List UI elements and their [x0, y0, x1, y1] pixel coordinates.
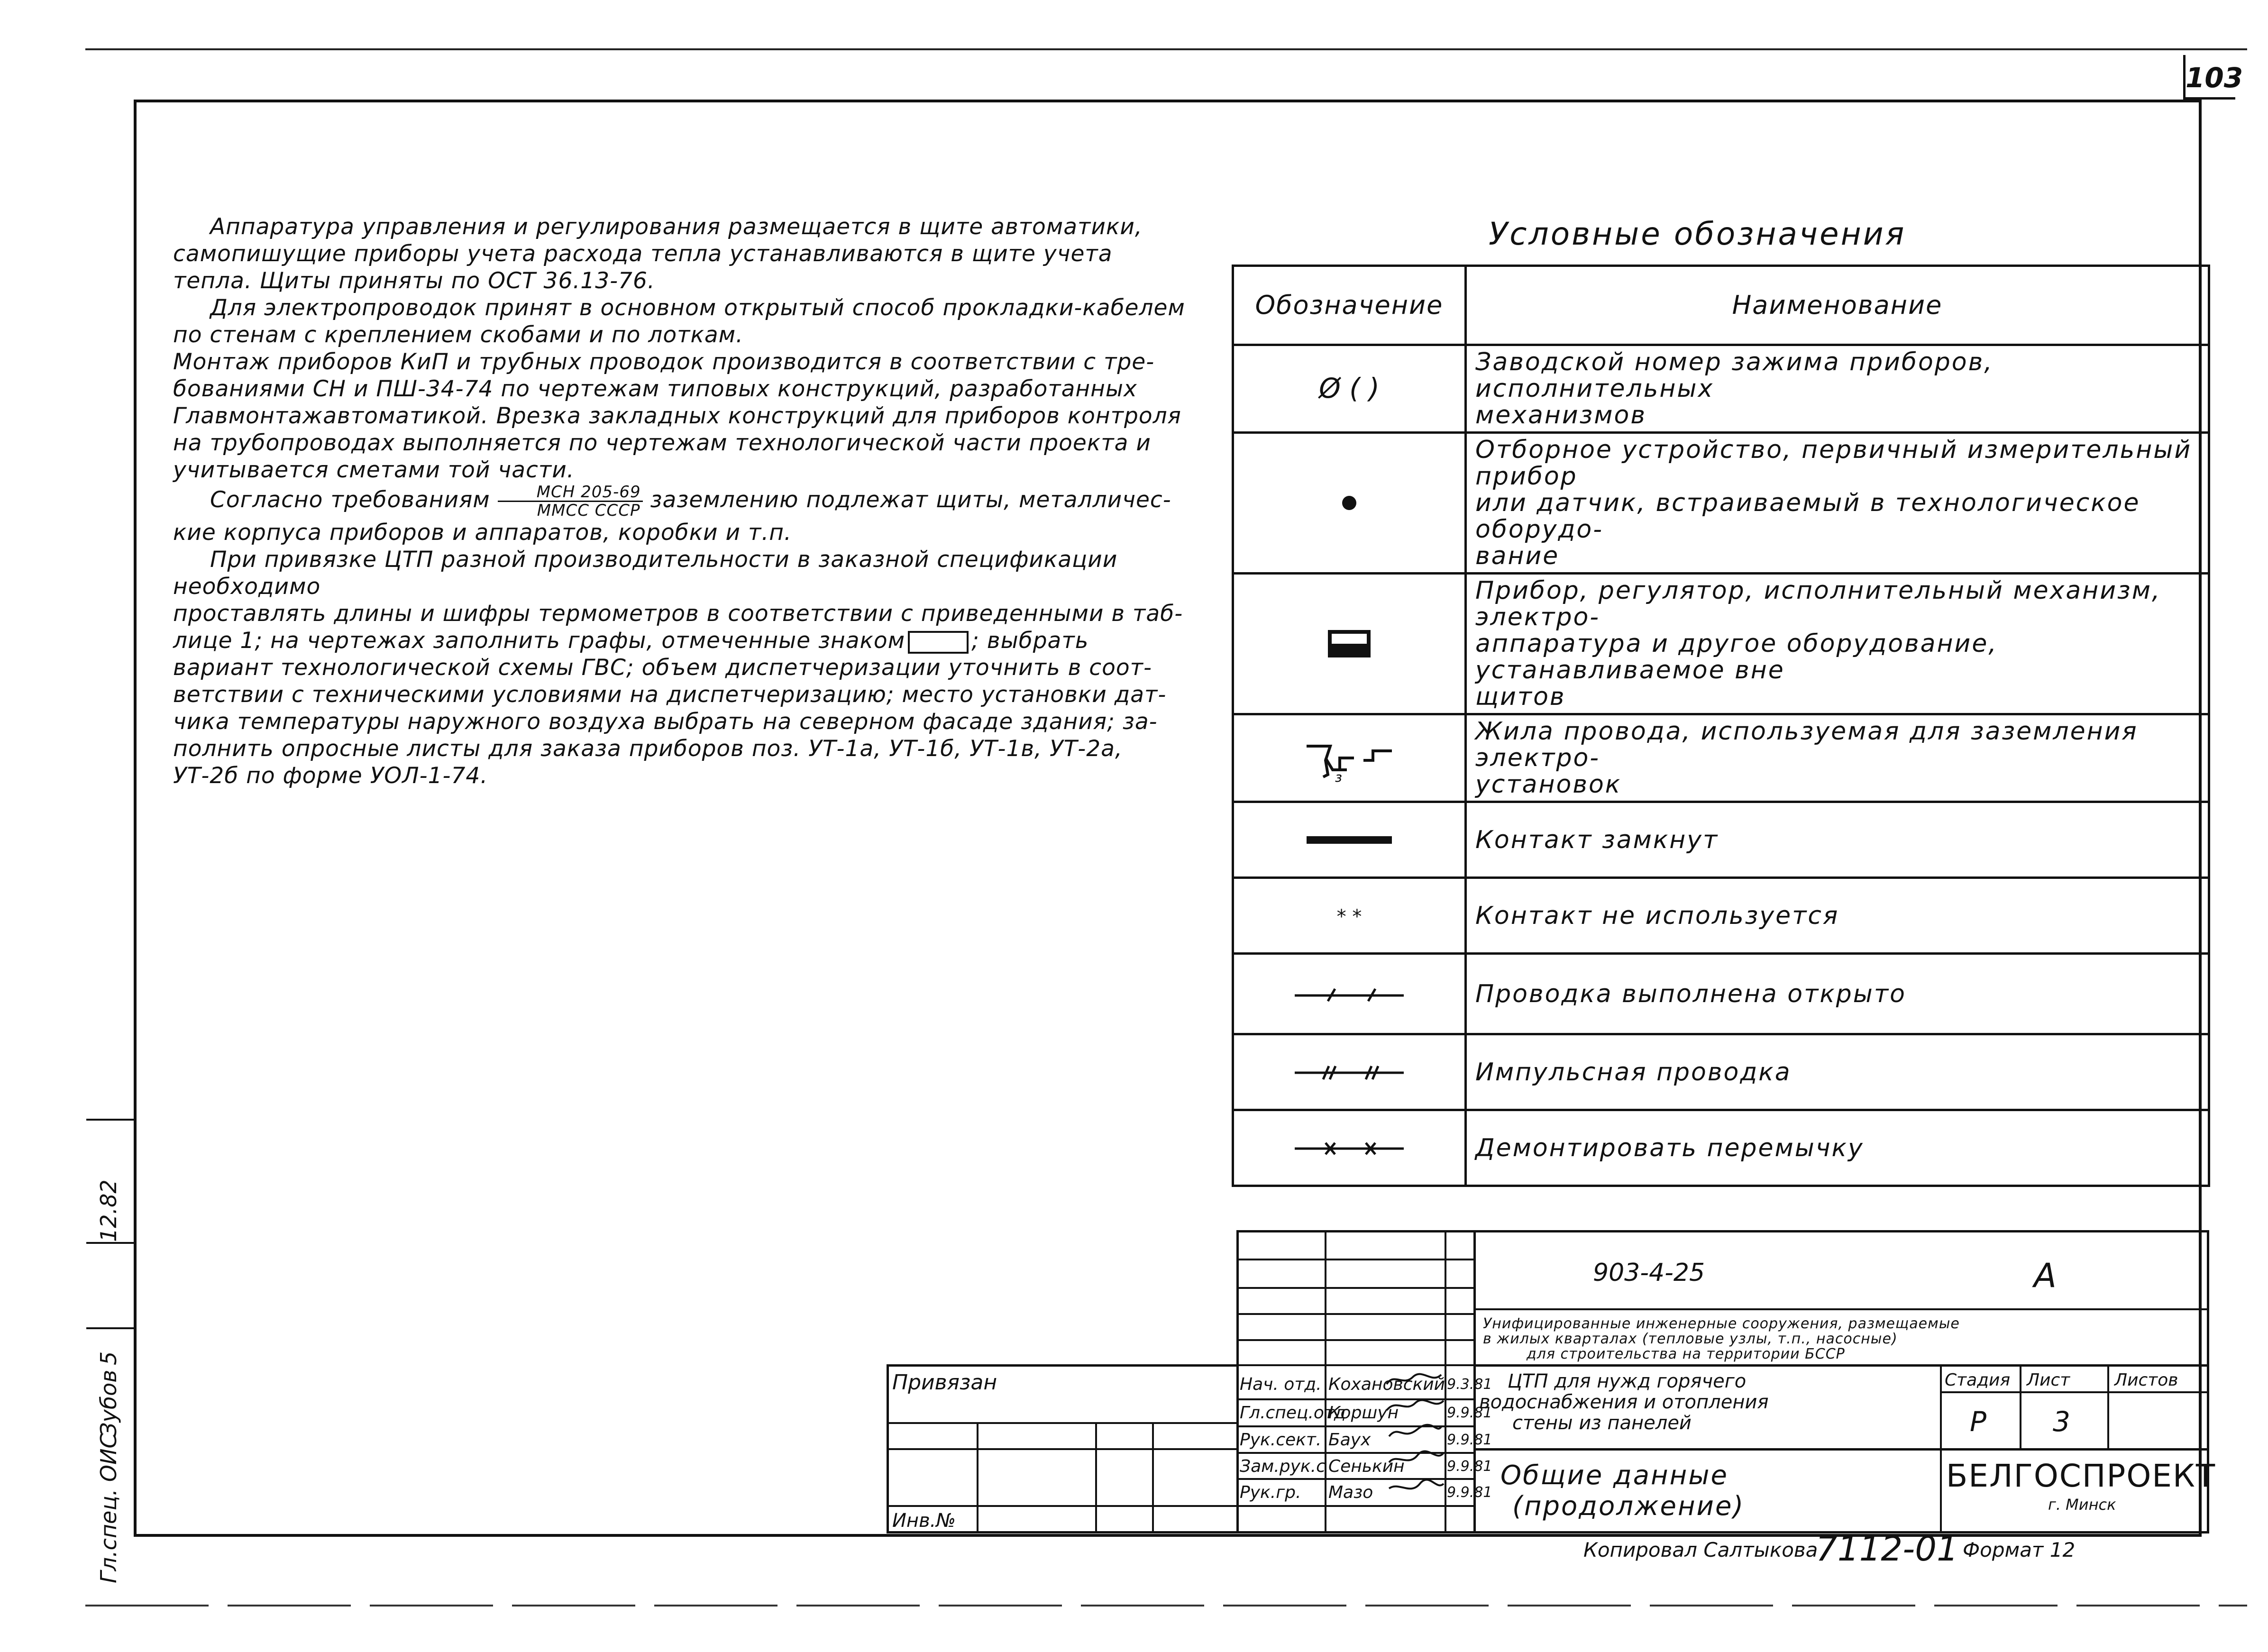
tb-line — [887, 1364, 1238, 1367]
sheet-number: 103 — [2186, 62, 2243, 94]
note-p5-l7: полнить опросные листы для заказа приборов поз. УТ-1а, УТ-1б, УТ-1в, УТ-2а, — [173, 736, 1123, 762]
privyazan-label: Привязан — [892, 1370, 997, 1395]
tb-line — [1940, 1391, 2209, 1393]
norm-fraction-numerator: МСН 205-69 — [498, 484, 643, 502]
note-p1-l2: самопишущие приборы учета расхода тепла устанавливаются в щите учета — [173, 241, 1113, 267]
bottom-border-line — [85, 1605, 2247, 1606]
legend-row — [1233, 1110, 2209, 1186]
signer-name: Баух — [1328, 1430, 1371, 1450]
project-line: водоснабжения и отопления — [1479, 1391, 1769, 1413]
tb-line — [1236, 1259, 1473, 1260]
strip-divider — [86, 1242, 134, 1244]
note-p5-l5: ветствии с техническими условиями на диспетчеризацию; место установки дат- — [173, 682, 1167, 708]
note-p5-l8: УТ-2б по форме УОЛ-1-74. — [173, 763, 488, 789]
legend-desc: Контакт замкнут — [1466, 802, 2209, 878]
legend-col-name: Наименование — [1466, 266, 2209, 345]
legend-title: Условные обозначения — [1489, 216, 1906, 252]
legend-desc: Контакт не используется — [1466, 878, 2209, 954]
tb-line — [887, 1531, 2209, 1533]
tb-line — [1236, 1230, 2209, 1232]
tb-line — [1236, 1339, 1473, 1341]
signer-role: Рук.сект. — [1240, 1430, 1322, 1450]
legend-desc: Импульсная проводка — [1466, 1034, 2209, 1110]
legend-row — [1233, 878, 2209, 954]
signer-name: Мазо — [1328, 1483, 1373, 1502]
note-p5-l1: При привязке ЦТП разной производительности в заказной спецификации необходимо — [173, 547, 1118, 600]
signatures-icon — [1384, 1370, 1446, 1507]
svg-text:з: з — [1335, 769, 1342, 784]
top-border-line — [85, 48, 2247, 50]
note-p3-l5: учитывается сметами той части. — [173, 457, 575, 483]
sheet-value: 3 — [2053, 1406, 2070, 1438]
series-line: в жилых кварталах (тепловые узлы, т.п., насосные) — [1483, 1331, 1898, 1347]
signer-name: Сенькин — [1328, 1457, 1405, 1476]
stage-header: Стадия — [1945, 1370, 2011, 1390]
note-p3-l2: бованиями СН и ПШ-34-74 по чертежам типовых конструкций, разработанных — [173, 376, 1137, 402]
strip-divider — [86, 1327, 134, 1329]
signer-date: 9.9.81 — [1447, 1484, 1492, 1501]
note-p5-l4: вариант технологической схемы ГВС; объем диспетчеризации уточнить в соот- — [173, 655, 1152, 681]
tb-line — [1095, 1422, 1097, 1533]
legend-row — [1233, 345, 2209, 433]
strip-divider — [86, 1119, 134, 1121]
signer-role: Нач. отд. — [1240, 1375, 1322, 1394]
organization-city: г. Минск — [2048, 1496, 2116, 1514]
legend-desc: Заводской номер зажима приборов, исполнительных механизмов — [1466, 345, 2209, 433]
general-notes — [173, 213, 1188, 789]
legend-row — [1233, 574, 2209, 714]
note-p2-l1: Для электропроводок принят в основном открытый способ прокладки-кабелем — [210, 295, 1185, 321]
tb-line — [887, 1422, 1238, 1424]
tb-line — [1152, 1422, 1154, 1533]
note-p1-l1: Аппаратура управления и регулирования размещается в щите автоматики, — [210, 214, 1143, 240]
legend-row — [1233, 1034, 2209, 1110]
tb-line — [1236, 1287, 1473, 1289]
tb-line — [1325, 1230, 1326, 1533]
legend-desc: Жила провода, используемая для заземления электро- установок — [1466, 714, 2209, 802]
signer-role: Рук.гр. — [1240, 1483, 1301, 1502]
signer-date: 9.9.81 — [1447, 1405, 1492, 1421]
norm-fraction — [498, 484, 643, 519]
note-p5-l3-post: ; выбрать — [971, 628, 1089, 654]
grounding-wire-symbol-icon — [1233, 714, 1466, 802]
note-p1-l3: тепла. Щиты приняты по ОСТ 36.13-76. — [173, 268, 655, 294]
left-approval-strip — [86, 654, 134, 1583]
impulse-line-symbol-icon — [1233, 1034, 1466, 1110]
signer-role: Зам.рук.с — [1240, 1457, 1326, 1476]
series-line: Унифицированные инженерные сооружения, размещаемые — [1483, 1315, 1960, 1332]
note-p4-l2: кие корпуса приборов и аппаратов, коробки и т.п. — [173, 520, 792, 546]
drawing-title-line: (продолжение) — [1512, 1491, 1745, 1522]
asterisks-symbol-icon: * * — [1233, 878, 1466, 954]
legend-desc: Проводка выполнена открыто — [1466, 954, 2209, 1034]
note-p2-l2: по стенам с креплением скобами и по лоткам. — [173, 322, 744, 348]
strip-label-dept: Гл.спец. ОИС — [96, 1433, 121, 1583]
legend-row — [1233, 802, 2209, 878]
tb-line — [887, 1448, 1238, 1450]
note-p4-post: заземлению подлежат щиты, металличес- — [650, 487, 1171, 513]
legend-col-symbol: Обозначение — [1233, 266, 1466, 345]
tb-line — [2020, 1364, 2021, 1450]
mark-box-icon — [908, 631, 969, 654]
signer-name: Коршун — [1328, 1403, 1399, 1423]
copy-code: 7112-01 — [1816, 1529, 1958, 1569]
legend-desc: Отборное устройство, первичный измерительный прибор или датчик, встраиваемый в технологическое оборудо- вание — [1466, 433, 2209, 574]
note-p4-l1 — [173, 484, 1188, 519]
drawing-title-line: Общие данные — [1500, 1460, 1728, 1491]
series-line: для строительства на территории БССР — [1527, 1346, 1845, 1362]
album-letter: А — [2034, 1256, 2057, 1295]
tb-line — [1940, 1364, 1942, 1533]
legend-row — [1233, 433, 2209, 574]
terminal-number-symbol-icon: Ø ( ) — [1233, 345, 1466, 433]
copied-by: Копировал Салтыкова — [1583, 1538, 1818, 1561]
filled-dot-symbol-icon — [1233, 433, 1466, 574]
signer-date: 9.9.81 — [1447, 1432, 1492, 1448]
note-p5-l6: чика температуры наружного воздуха выбрать на северном фасаде здания; за- — [173, 709, 1158, 735]
note-p5-l3 — [173, 627, 1188, 654]
strip-label-name: Зубов — [96, 1369, 121, 1436]
project-line: ЦТП для нужд горячего — [1508, 1370, 1747, 1392]
tb-line — [887, 1505, 1238, 1507]
sheet-number-box — [2183, 55, 2243, 100]
jumper-remove-symbol-icon — [1233, 1110, 1466, 1186]
legend-row — [1233, 714, 2209, 802]
project-line: стены из панелей — [1512, 1412, 1692, 1434]
tb-line — [2107, 1364, 2109, 1450]
note-p5-l2: проставлять длины и шифры термометров в соответствии с приведенными в таб- — [173, 601, 1183, 627]
signer-date: 9.3.81 — [1447, 1376, 1492, 1393]
sheet-format: Формат 12 — [1963, 1538, 2076, 1561]
tb-line — [1473, 1448, 2209, 1451]
legend-header-row — [1233, 266, 2209, 345]
tb-line — [1236, 1313, 1473, 1315]
sheets-header: Листов — [2114, 1370, 2178, 1390]
open-wiring-symbol-icon — [1233, 954, 1466, 1034]
strip-border — [134, 654, 136, 1526]
legend-desc: Прибор, регулятор, исполнительный механизм, электро- аппаратура и другое оборудование, устанавливаемое вне щитов — [1466, 574, 2209, 714]
organization-name: БЕЛГОСПРОЕКТ — [1946, 1458, 2216, 1494]
signer-date: 9.9.81 — [1447, 1458, 1492, 1475]
legend-table — [1232, 265, 2210, 1187]
signer-name: Кохановский — [1328, 1375, 1445, 1394]
legend-desc: Демонтировать перемычку — [1466, 1110, 2209, 1186]
legend-row — [1233, 954, 2209, 1034]
tb-line — [1473, 1364, 2209, 1367]
tb-line — [1236, 1230, 1239, 1533]
signer-role: Гл.спец.отд — [1240, 1403, 1346, 1423]
inv-no-label: Инв.№ — [892, 1510, 956, 1532]
note-p3-l1: Монтаж приборов КиП и трубных проводок производится в соответствии с тре- — [173, 349, 1155, 375]
title-block — [887, 1230, 2216, 1533]
stage-value: Р — [1970, 1406, 1986, 1438]
note-p4-pre: Согласно требованиям — [210, 487, 490, 513]
tb-line — [977, 1422, 979, 1533]
note-p3-l3: Главмонтажавтоматикой. Врезка закладных конструкций для приборов контроля — [173, 403, 1181, 429]
note-p3-l4: на трубопроводах выполняется по чертежам технологической части проекта и — [173, 430, 1151, 456]
sheet-header: Лист — [2027, 1370, 2070, 1390]
panel-device-symbol-icon — [1233, 574, 1466, 714]
strip-label-sign: 5 — [96, 1351, 121, 1365]
doc-code: 903-4-25 — [1593, 1259, 1705, 1287]
tb-line — [1236, 1364, 1473, 1366]
tb-line — [1473, 1308, 2209, 1310]
strip-label-date: 12.82 — [96, 1179, 121, 1242]
note-p5-l3-pre: лице 1; на чертежах заполнить графы, отмеченные знаком — [173, 628, 905, 654]
thick-bar-symbol-icon — [1233, 802, 1466, 878]
norm-fraction-denominator: ММСС СССР — [537, 501, 640, 520]
